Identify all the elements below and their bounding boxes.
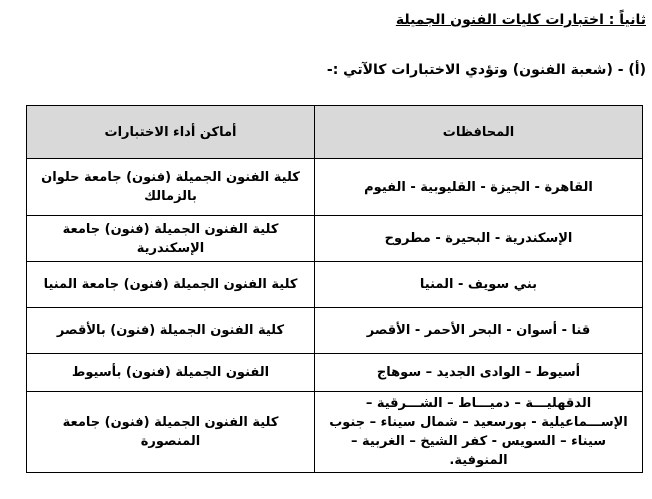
table-row xyxy=(27,354,643,392)
governorates-cell: أسيوط – الوادى الجديد – سوهاج xyxy=(315,354,643,392)
table-row xyxy=(27,159,643,216)
exam-place-cell: الفنون الجميلة (فنون) بأسيوط xyxy=(27,354,315,392)
table-row xyxy=(27,308,643,354)
table-row xyxy=(27,262,643,308)
exam-place-cell: كلية الفنون الجميلة (فنون) جامعة المنيا xyxy=(27,262,315,308)
governorates-cell: بني سويف - المنيا xyxy=(315,262,643,308)
governorates-cell: الإسكندرية - البحيرة - مطروح xyxy=(315,216,643,262)
subsection-title: (أ) - (شعبة الفنون) وتؤدي الاختبارات كالآتي :- xyxy=(326,62,646,78)
header-governorates: المحافظات xyxy=(315,106,643,159)
exam-place-cell: كلية الفنون الجميلة (فنون) جامعة حلوان بالزمالك xyxy=(27,159,315,216)
table-header-row xyxy=(27,106,643,159)
governorates-cell: القاهرة - الجيزة - القليوبية - الفيوم xyxy=(315,159,643,216)
governorates-cell: قنا - أسوان - البحر الأحمر - الأقصر xyxy=(315,308,643,354)
exam-place-cell: كلية الفنون الجميلة (فنون) جامعة المنصورة xyxy=(27,392,315,473)
table-row xyxy=(27,392,643,473)
governorates-cell: الدقهليـــة – دميـــاط – الشـــرقية – الإســـماعيلية - بورسعيد – شمال سيناء – جنوب سيناء – السويس - كفر الشيخ – الغربية – المنوفية. xyxy=(315,392,643,473)
exam-locations-table xyxy=(26,105,643,473)
section-title: ثانياً : اختبارات كليات الفنون الجميلة xyxy=(395,12,646,28)
table-row xyxy=(27,216,643,262)
header-exam-places: أماكن أداء الاختبارات xyxy=(27,106,315,159)
exam-place-cell: كلية الفنون الجميلة (فنون) جامعة الإسكندرية xyxy=(27,216,315,262)
exam-place-cell: كلية الفنون الجميلة (فنون) بالأقصر xyxy=(27,308,315,354)
